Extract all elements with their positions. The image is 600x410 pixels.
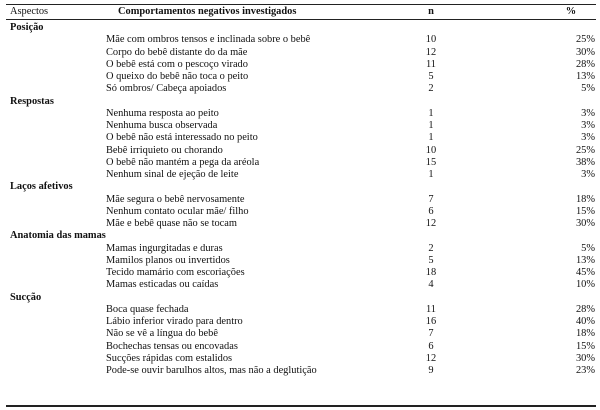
behavior-cell: Bebê irriquieto ou chorando [106, 144, 223, 156]
count-cell: 15 [425, 156, 437, 168]
behavior-cell: Só ombros/ Cabeça apoiados [106, 83, 227, 95]
count-cell: 10 [425, 144, 437, 156]
behavior-table [6, 4, 596, 408]
table-row [6, 156, 596, 169]
behavior-cell: Nenhuma busca observada [106, 120, 218, 131]
table-row [6, 33, 596, 46]
table-row [6, 193, 596, 206]
behavior-cell: Lábio inferior virado para dentro [106, 316, 243, 327]
percent-cell: 5% [581, 83, 595, 95]
behavior-cell: Tecido mamário com escoriações [106, 267, 245, 278]
percent-cell: 15% [575, 205, 595, 217]
behavior-cell: Mãe e bebê quase não se tocam [106, 218, 237, 229]
count-cell: 10 [425, 34, 437, 46]
header-behaviors: Comportamentos negativos investigados [118, 6, 297, 17]
table-header [6, 5, 596, 18]
behavior-cell: O bebê não está interessado no peito [106, 132, 258, 144]
table-row [6, 254, 596, 267]
table-row [6, 46, 596, 59]
behavior-cell: Não se vê a língua do bebê [106, 328, 218, 340]
behavior-cell: Nenhum sinal de ejeção de leite [106, 169, 239, 180]
count-cell: 16 [425, 316, 437, 327]
table-row [6, 266, 596, 279]
table-row [6, 278, 596, 291]
count-cell: 2 [428, 242, 434, 254]
count-cell: 9 [428, 365, 434, 376]
percent-cell: 3% [581, 107, 595, 119]
count-cell: 2 [428, 83, 434, 95]
table-row [6, 315, 596, 328]
table-row [6, 119, 596, 132]
percent-cell: 30% [575, 352, 595, 364]
behavior-cell: Pode-se ouvir barulhos altos, mas não a deglutição [106, 365, 317, 376]
section-title: Respostas [10, 95, 54, 107]
section-title: Posição [10, 22, 44, 33]
count-cell: 18 [425, 267, 437, 278]
behavior-cell: Mãe com ombros tensos e inclinada sobre o bebê [106, 34, 311, 46]
percent-cell: 13% [575, 71, 595, 82]
table-row [6, 242, 596, 255]
table-row [6, 58, 596, 71]
behavior-cell: O bebê não mantém a pega da aréola [106, 156, 260, 168]
table-row [6, 144, 596, 157]
behavior-cell: Nenhum contato ocular mãe/ filho [106, 205, 249, 217]
header-n: n [428, 6, 434, 17]
count-cell: 12 [425, 352, 437, 364]
table-row [6, 340, 596, 353]
percent-cell: 18% [575, 193, 595, 205]
percent-cell: 5% [581, 242, 595, 254]
table-row [6, 168, 596, 181]
section-header [6, 229, 596, 242]
count-cell: 4 [428, 279, 434, 291]
header-percent: % [565, 6, 577, 17]
table-row [6, 107, 596, 120]
count-cell: 12 [425, 46, 437, 58]
section-title: Laços afetivos [10, 181, 73, 193]
table-row [6, 327, 596, 340]
table-row [6, 217, 596, 230]
section-header [6, 95, 596, 108]
table-row [6, 364, 596, 377]
percent-cell: 40% [575, 316, 595, 327]
section-header [6, 291, 596, 304]
behavior-cell: Bochechas tensas ou encovadas [106, 340, 238, 352]
count-cell: 6 [428, 340, 434, 352]
percent-cell: 45% [575, 267, 595, 278]
behavior-cell: Mamilos planos ou invertidos [106, 254, 230, 266]
count-cell: 12 [425, 218, 437, 229]
percent-cell: 3% [581, 120, 595, 131]
count-cell: 5 [428, 254, 434, 266]
percent-cell: 38% [575, 156, 595, 168]
count-cell: 7 [428, 328, 434, 340]
percent-cell: 10% [575, 279, 595, 291]
header-rule [6, 19, 596, 20]
table-row [6, 205, 596, 218]
behavior-cell: O bebê está com o pescoço virado [106, 58, 248, 70]
behavior-cell: O queixo do bebê não toca o peito [106, 71, 249, 82]
percent-cell: 23% [575, 365, 595, 376]
count-cell: 1 [428, 107, 434, 119]
header-aspects: Aspectos [10, 6, 49, 17]
percent-cell: 30% [575, 46, 595, 58]
section-title: Sucção [10, 291, 42, 303]
percent-cell: 3% [581, 169, 595, 180]
behavior-cell: Nenhuma resposta ao peito [106, 107, 219, 119]
table-row [6, 131, 596, 144]
count-cell: 7 [428, 193, 434, 205]
behavior-cell: Boca quase fechada [106, 303, 189, 315]
percent-cell: 28% [575, 303, 595, 315]
count-cell: 1 [428, 169, 434, 180]
section-header [6, 180, 596, 193]
table-row [6, 303, 596, 316]
count-cell: 1 [428, 132, 434, 144]
table-row [6, 82, 596, 95]
section-title: Anatomia das mamas [10, 230, 106, 242]
count-cell: 6 [428, 205, 434, 217]
count-cell: 1 [428, 120, 434, 131]
count-cell: 11 [425, 303, 436, 315]
table-row [6, 352, 596, 365]
count-cell: 11 [425, 58, 436, 70]
behavior-cell: Corpo do bebê distante do da mãe [106, 46, 248, 58]
bottom-rule [6, 405, 596, 407]
table-row [6, 70, 596, 83]
percent-cell: 25% [575, 144, 595, 156]
percent-cell: 28% [575, 58, 595, 70]
percent-cell: 15% [575, 340, 595, 352]
behavior-cell: Mamas esticadas ou caídas [106, 279, 219, 291]
percent-cell: 3% [581, 132, 595, 144]
percent-cell: 13% [575, 254, 595, 266]
count-cell: 5 [428, 71, 434, 82]
percent-cell: 18% [575, 328, 595, 340]
section-header [6, 21, 596, 34]
behavior-cell: Mãe segura o bebê nervosamente [106, 193, 245, 205]
behavior-cell: Sucções rápidas com estalidos [106, 352, 233, 364]
percent-cell: 30% [575, 218, 595, 229]
behavior-cell: Mamas ingurgitadas e duras [106, 242, 223, 254]
percent-cell: 25% [575, 34, 595, 46]
